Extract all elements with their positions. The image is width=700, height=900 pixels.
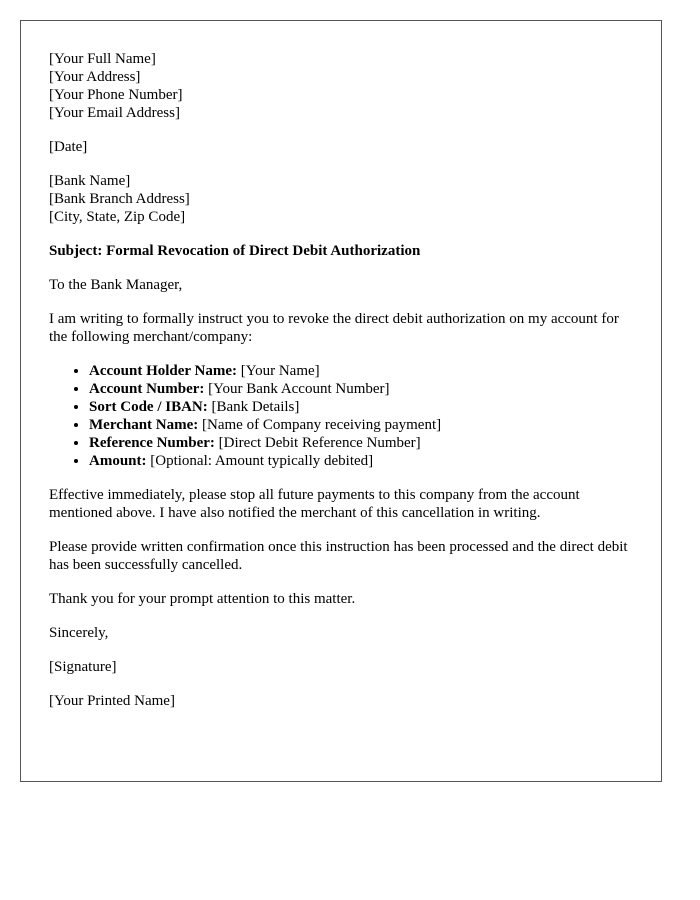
list-item — [89, 434, 633, 452]
detail-label: Account Holder Name: — [89, 363, 238, 379]
details-list — [49, 362, 633, 470]
subject-line: Subject: Formal Revocation of Direct Debit Authorization — [49, 243, 421, 259]
detail-label: Amount: — [89, 453, 147, 469]
printed-name: [Your Printed Name] — [49, 693, 175, 709]
thanks-paragraph: Thank you for your prompt attention to this matter. — [49, 591, 356, 607]
list-item — [89, 380, 633, 398]
detail-label: Merchant Name: — [89, 417, 199, 433]
closing: Sincerely, — [49, 625, 109, 641]
salutation: To the Bank Manager, — [49, 277, 183, 293]
detail-value: [Your Name] — [237, 363, 320, 379]
detail-label: Sort Code / IBAN: — [89, 399, 208, 415]
sender-email: [Your Email Address] — [49, 105, 180, 121]
effective-paragraph: Effective immediately, please stop all future payments to this company from the account mentioned above. I have also notified the merchant of this cancellation in writing. — [49, 487, 580, 521]
intro-paragraph: I am writing to formally instruct you to revoke the direct debit authorization on my account for the following merchant/company: — [49, 311, 619, 345]
confirmation-paragraph: Please provide written confirmation once this instruction has been processed and the direct debit has been successfully cancelled. — [49, 539, 628, 573]
detail-label: Account Number: — [89, 381, 205, 397]
date-block — [49, 138, 633, 156]
recipient-bank-name: [Bank Name] — [49, 173, 131, 189]
list-item — [89, 416, 633, 434]
detail-value: [Direct Debit Reference Number] — [214, 435, 421, 451]
detail-value: [Name of Company receiving payment] — [198, 417, 442, 433]
sender-name: [Your Full Name] — [49, 51, 156, 67]
letter-date: [Date] — [49, 139, 88, 155]
recipient-block — [49, 172, 633, 226]
sender-address: [Your Address] — [49, 69, 141, 85]
detail-value: [Your Bank Account Number] — [204, 381, 390, 397]
sender-phone: [Your Phone Number] — [49, 87, 183, 103]
signature-placeholder: [Signature] — [49, 659, 117, 675]
recipient-city-state-zip: [City, State, Zip Code] — [49, 209, 186, 225]
detail-value: [Bank Details] — [207, 399, 300, 415]
list-item — [89, 398, 633, 416]
detail-label: Reference Number: — [89, 435, 215, 451]
detail-value: [Optional: Amount typically debited] — [146, 453, 374, 469]
letter-page — [20, 20, 662, 782]
recipient-branch-address: [Bank Branch Address] — [49, 191, 190, 207]
list-item — [89, 362, 633, 380]
sender-block — [49, 50, 633, 122]
list-item — [89, 452, 633, 470]
